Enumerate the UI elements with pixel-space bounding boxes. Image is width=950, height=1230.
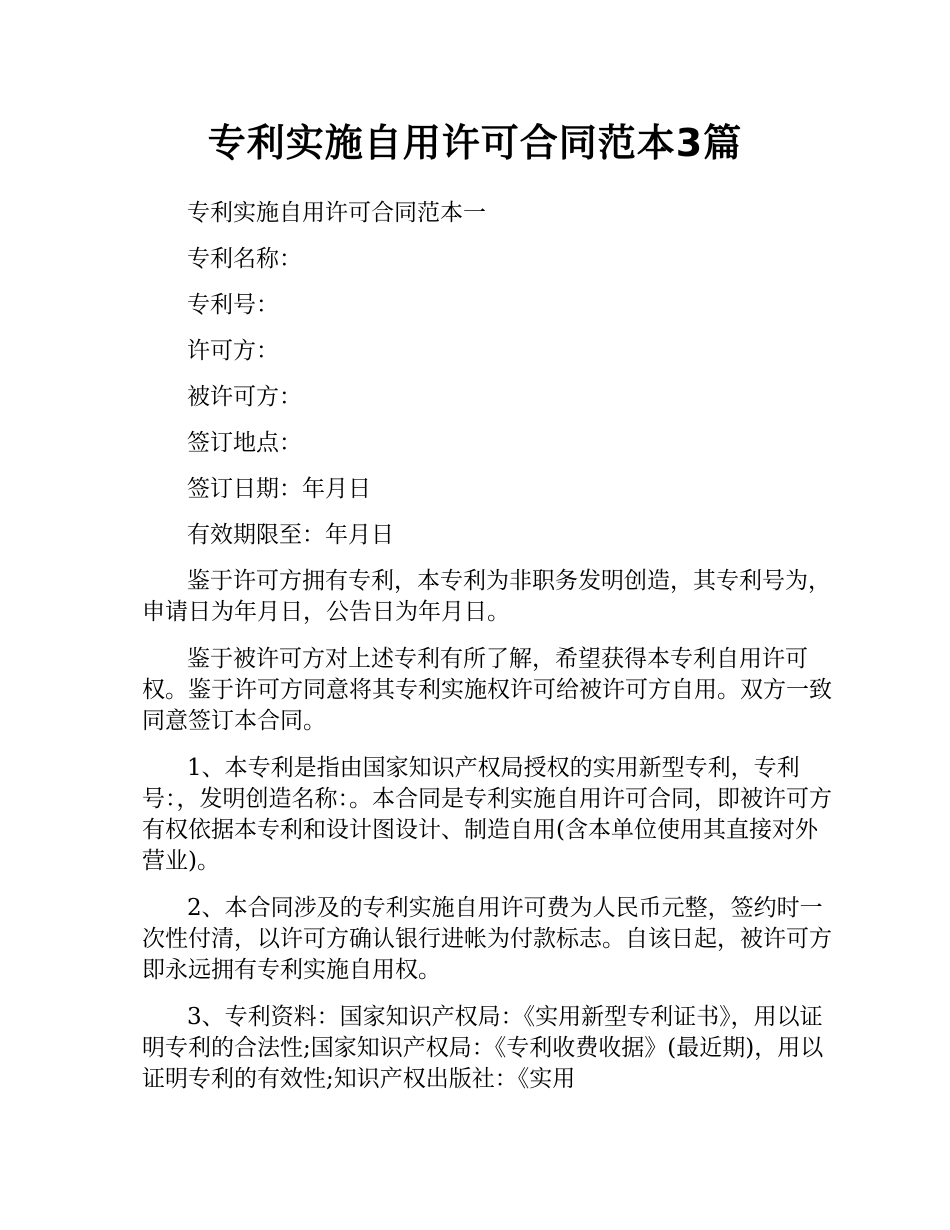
document-subtitle: 专利实施自用许可合同范本一 — [187, 200, 486, 226]
paragraph-clause-1: 1、本专利是指由国家知识产权局授权的实用新型专利，专利号：，发明创造名称：。本合同是专利实施自用许可合同，即被许可方有权依据本专利和设计图设计、制造自用(含本单位使用其直接对外营业)。 — [142, 755, 832, 874]
paragraph-recital-2: 鉴于被许可方对上述专利有所了解，希望获得本专利自用许可权。鉴于许可方同意将其专利实施权许可给被许可方自用。双方一致同意签订本合同。 — [142, 646, 832, 734]
paragraph-clause-2: 2、本合同涉及的专利实施自用许可费为人民币元整，签约时一次性付清，以许可方确认银行进帐为付款标志。自该日起，被许可方即永远拥有专利实施自用权。 — [142, 895, 832, 983]
field-licensee: 被许可方： — [187, 384, 302, 410]
field-validity-period: 有效期限至：年月日 — [187, 522, 394, 548]
document-title: 专利实施自用许可合同范本3篇 — [207, 121, 743, 165]
field-patent-name: 专利名称： — [187, 246, 302, 272]
paragraph-recital-1: 鉴于许可方拥有专利，本专利为非职务发明创造，其专利号为，申请日为年月日，公告日为年月日。 — [142, 568, 831, 625]
field-licensor: 许可方： — [187, 338, 279, 364]
field-patent-number: 专利号： — [187, 292, 279, 318]
document-body — [142, 198, 832, 1111]
paragraph-clause-3: 3、专利资料：国家知识产权局：《实用新型专利证书》，用以证明专利的合法性;国家知识产权局：《专利收费收据》(最近期)，用以证明专利的有效性;知识产权出版社：《实用 — [142, 1004, 824, 1092]
field-signing-place: 签订地点： — [187, 430, 302, 456]
field-signing-date: 签订日期：年月日 — [187, 476, 371, 502]
